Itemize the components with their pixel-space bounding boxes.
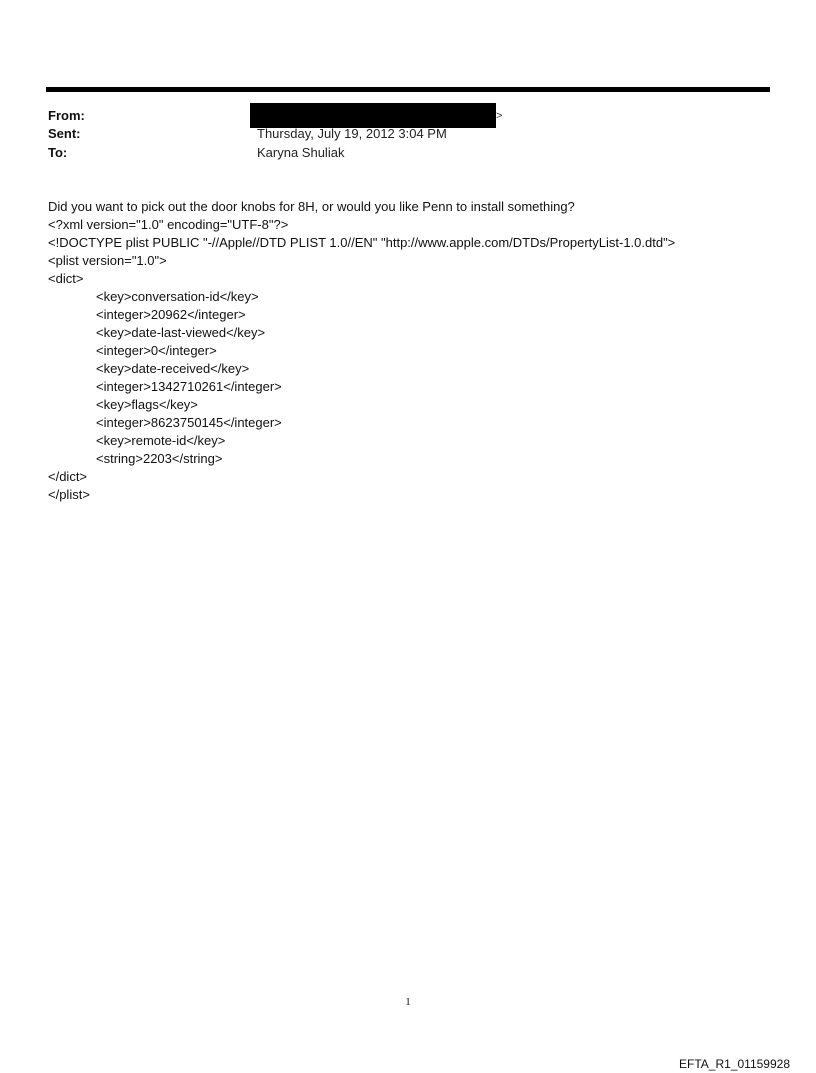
email-body <box>48 198 768 504</box>
body-line: <key>remote-id</key> <box>96 433 226 448</box>
body-line: </dict> <box>48 469 88 484</box>
body-line: <key>date-last-viewed</key> <box>96 325 266 340</box>
body-line: Did you want to pick out the door knobs for 8H, or would you like Penn to install something? <box>48 199 575 214</box>
body-line: <key>conversation-id</key> <box>96 289 259 304</box>
sent-value: Thursday, July 19, 2012 3:04 PM <box>257 126 447 141</box>
from-label: From: <box>48 108 85 123</box>
to-label: To: <box>48 145 68 160</box>
body-line: </plist> <box>48 487 90 502</box>
body-line: <integer>0</integer> <box>96 343 217 358</box>
body-line: <key>date-received</key> <box>96 361 250 376</box>
header-divider-rule <box>46 87 770 92</box>
bates-number: EFTA_R1_01159928 <box>679 1057 790 1071</box>
body-line: <integer>1342710261</integer> <box>96 379 282 394</box>
body-line: <?xml version="1.0" encoding="UTF-8"?> <box>48 217 289 232</box>
page-number: 1 <box>405 996 411 1008</box>
to-value: Karyna Shuliak <box>257 145 345 160</box>
sent-label: Sent: <box>48 126 81 141</box>
body-line: <integer>8623750145</integer> <box>96 415 282 430</box>
body-line: <dict> <box>48 271 84 286</box>
from-value-tail: > <box>496 110 503 122</box>
body-line: <!DOCTYPE plist PUBLIC "-//Apple//DTD PLIST 1.0//EN" "http://www.apple.com/DTDs/PropertyList-1.0.dtd"> <box>48 235 676 250</box>
body-line: <integer>20962</integer> <box>96 307 246 322</box>
body-line: <plist version="1.0"> <box>48 253 167 268</box>
body-line: <string>2203</string> <box>96 451 223 466</box>
body-line: <key>flags</key> <box>96 397 198 412</box>
redaction-block <box>250 103 496 128</box>
